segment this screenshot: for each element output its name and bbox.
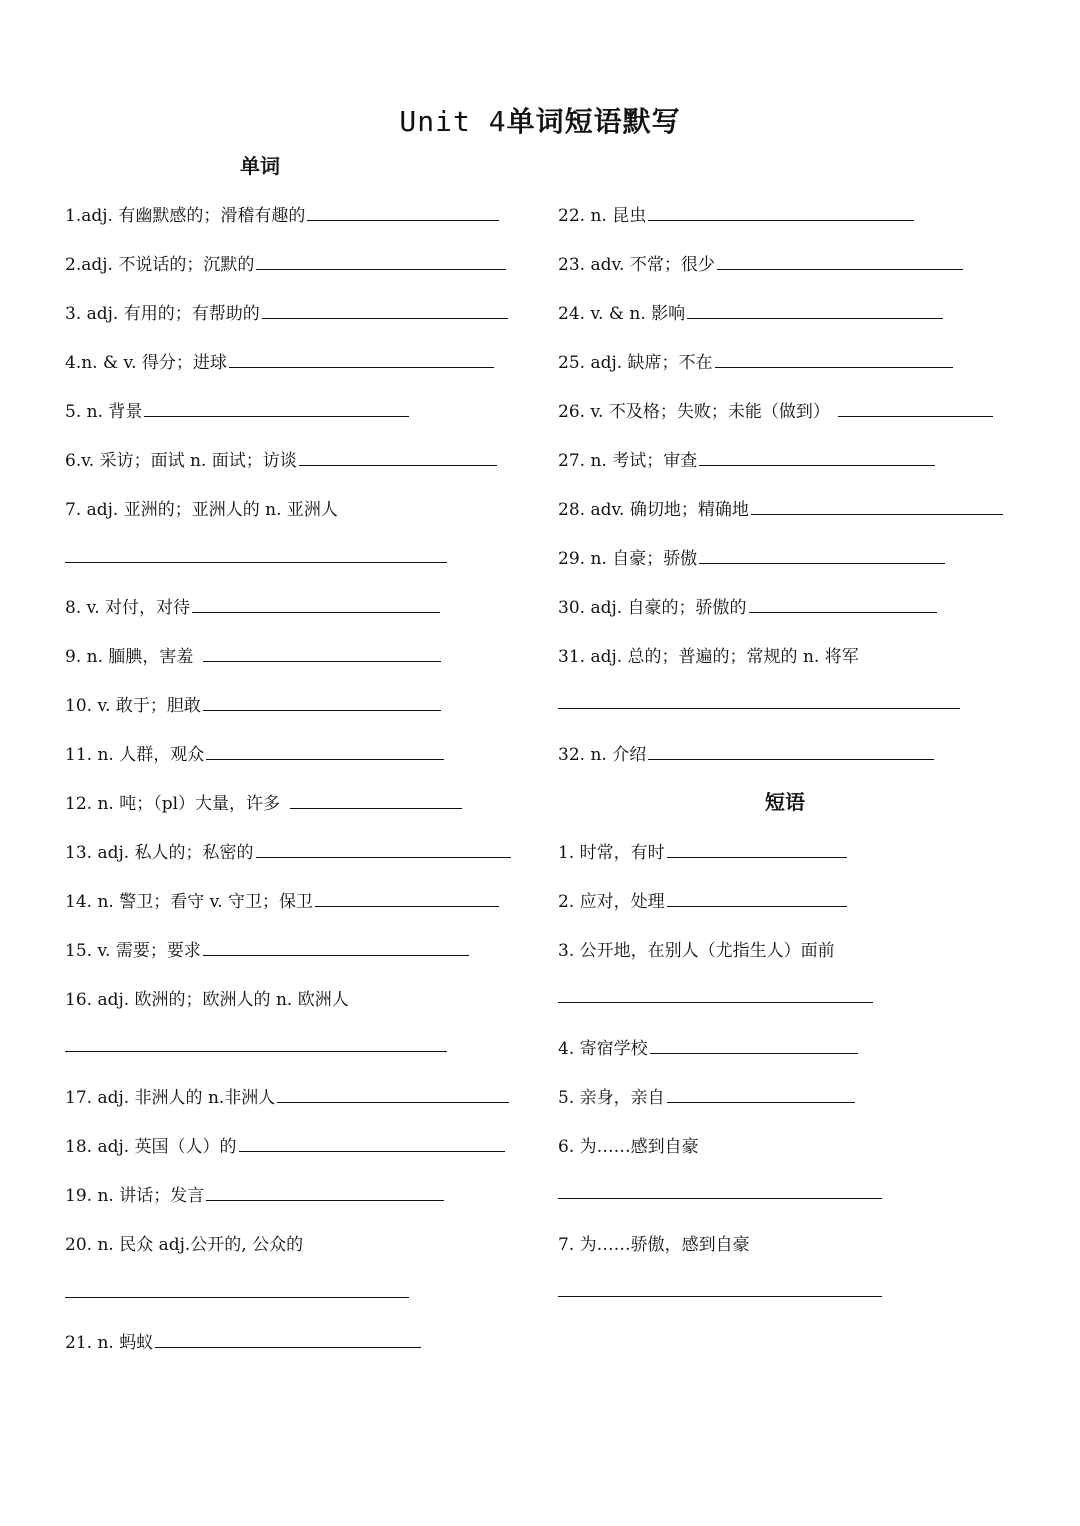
word-item-21	[65, 1323, 421, 1353]
answer-blank[interactable]	[206, 759, 444, 760]
answer-blank[interactable]	[749, 612, 937, 613]
word-prompt: 14. n. 警卫；看守 v. 守卫；保卫	[65, 892, 313, 912]
answer-blank[interactable]	[155, 1347, 421, 1348]
phrase-item-1	[558, 833, 847, 863]
answer-blank[interactable]	[687, 318, 943, 319]
phrase-item-7	[558, 1225, 750, 1255]
word-item-4	[65, 343, 494, 373]
word-prompt: 16. adj. 欧洲的；欧洲人的 n. 欧洲人	[65, 990, 349, 1010]
answer-blank[interactable]	[256, 269, 506, 270]
word-prompt: 9. n. 腼腆，害羞	[65, 647, 194, 667]
word-prompt: 1.adj. 有幽默感的；滑稽有趣的	[65, 206, 306, 226]
phrase-prompt: 5. 亲身，亲自	[558, 1088, 665, 1108]
answer-blank[interactable]	[229, 367, 494, 368]
word-item-20	[65, 1225, 303, 1255]
word-item-24	[558, 294, 943, 324]
answer-blank[interactable]	[648, 220, 914, 221]
answer-blank[interactable]	[206, 1200, 444, 1201]
answer-blank[interactable]	[239, 1151, 505, 1152]
word-prompt: 28. adv. 确切地；精确地	[558, 500, 749, 520]
word-item-28	[558, 490, 1003, 520]
word-item-16	[65, 980, 349, 1010]
section-phrases-heading: 短语	[765, 790, 805, 814]
word-prompt: 4.n. & v. 得分；进球	[65, 353, 227, 373]
answer-blank[interactable]	[667, 906, 847, 907]
word-item-9	[65, 637, 441, 667]
answer-blank-16[interactable]	[65, 1051, 447, 1052]
word-item-25	[558, 343, 953, 373]
phrase-prompt: 6. 为……感到自豪	[558, 1137, 699, 1157]
word-prompt: 22. n. 昆虫	[558, 206, 647, 226]
phrase-prompt: 4. 寄宿学校	[558, 1039, 648, 1059]
word-prompt: 31. adj. 总的；普遍的；常规的 n. 将军	[558, 647, 859, 667]
answer-blank[interactable]	[699, 465, 935, 466]
word-prompt: 12. n. 吨；（pl）大量，许多	[65, 794, 281, 814]
word-prompt: 15. v. 需要；要求	[65, 941, 201, 961]
word-prompt: 18. adj. 英国（人）的	[65, 1137, 237, 1157]
word-prompt: 8. v. 对付，对待	[65, 598, 191, 618]
word-item-27	[558, 441, 935, 471]
answer-blank[interactable]	[277, 1102, 509, 1103]
answer-blank[interactable]	[699, 563, 945, 564]
answer-blank[interactable]	[307, 220, 499, 221]
answer-blank-p3[interactable]	[558, 1002, 873, 1003]
word-item-18	[65, 1127, 505, 1157]
word-item-1	[65, 196, 499, 226]
word-item-10	[65, 686, 441, 716]
phrase-item-3	[558, 931, 835, 961]
word-item-13	[65, 833, 511, 863]
word-prompt: 11. n. 人群，观众	[65, 745, 205, 765]
word-prompt: 13. adj. 私人的；私密的	[65, 843, 254, 863]
word-prompt: 32. n. 介绍	[558, 745, 647, 765]
word-item-26	[558, 392, 993, 422]
answer-blank[interactable]	[192, 612, 440, 613]
answer-blank[interactable]	[299, 465, 497, 466]
answer-blank[interactable]	[315, 906, 499, 907]
phrase-prompt: 2. 应对，处理	[558, 892, 665, 912]
word-item-29	[558, 539, 945, 569]
section-words-heading: 单词	[240, 154, 280, 178]
answer-blank[interactable]	[667, 1102, 855, 1103]
answer-blank-20[interactable]	[65, 1297, 409, 1298]
word-prompt: 29. n. 自豪；骄傲	[558, 549, 698, 569]
answer-blank-7[interactable]	[65, 562, 447, 563]
phrase-item-4	[558, 1029, 858, 1059]
word-prompt: 30. adj. 自豪的；骄傲的	[558, 598, 747, 618]
answer-blank[interactable]	[838, 416, 993, 417]
phrase-item-2	[558, 882, 847, 912]
answer-blank-p6[interactable]	[558, 1198, 882, 1199]
phrase-prompt: 7. 为……骄傲，感到自豪	[558, 1235, 750, 1255]
answer-blank[interactable]	[717, 269, 963, 270]
word-item-31	[558, 637, 859, 667]
word-prompt: 23. adv. 不常；很少	[558, 255, 715, 275]
phrase-prompt: 3. 公开地，在别人（尤指生人）面前	[558, 941, 835, 961]
word-prompt: 5. n. 背景	[65, 402, 143, 422]
answer-blank[interactable]	[667, 857, 847, 858]
word-prompt: 6.v. 采访；面试 n. 面试；访谈	[65, 451, 297, 471]
phrase-item-6	[558, 1127, 699, 1157]
phrase-prompt: 1. 时常，有时	[558, 843, 665, 863]
answer-blank[interactable]	[256, 857, 511, 858]
answer-blank[interactable]	[262, 318, 508, 319]
phrase-item-5	[558, 1078, 855, 1108]
word-prompt: 26. v. 不及格；失败；未能（做到）	[558, 402, 830, 422]
word-item-23	[558, 245, 963, 275]
word-item-2	[65, 245, 506, 275]
word-prompt: 19. n. 讲话；发言	[65, 1186, 205, 1206]
word-item-30	[558, 588, 937, 618]
word-prompt: 27. n. 考试；审查	[558, 451, 698, 471]
word-item-3	[65, 294, 508, 324]
word-item-5	[65, 392, 409, 422]
word-item-6	[65, 441, 497, 471]
answer-blank[interactable]	[203, 955, 469, 956]
word-prompt: 3. adj. 有用的；有帮助的	[65, 304, 260, 324]
answer-blank[interactable]	[144, 416, 409, 417]
word-item-22	[558, 196, 914, 226]
word-item-19	[65, 1176, 444, 1206]
word-prompt: 17. adj. 非洲人的 n.非洲人	[65, 1088, 276, 1108]
word-prompt: 25. adj. 缺席；不在	[558, 353, 713, 373]
word-item-11	[65, 735, 444, 765]
answer-blank[interactable]	[650, 1053, 858, 1054]
answer-blank[interactable]	[715, 367, 953, 368]
page-title	[0, 100, 1080, 140]
word-prompt: 24. v. & n. 影响	[558, 304, 686, 324]
answer-blank[interactable]	[290, 808, 462, 809]
answer-blank[interactable]	[648, 759, 934, 760]
word-prompt: 21. n. 蚂蚁	[65, 1333, 154, 1353]
answer-blank-p7[interactable]	[558, 1296, 882, 1297]
word-prompt: 10. v. 敢于；胆敢	[65, 696, 201, 716]
word-item-8	[65, 588, 440, 618]
answer-blank[interactable]	[203, 710, 441, 711]
word-prompt: 20. n. 民众 adj.公开的, 公众的	[65, 1235, 304, 1255]
title-unit: Unit 4	[399, 105, 507, 138]
word-prompt: 7. adj. 亚洲的；亚洲人的 n. 亚洲人	[65, 500, 338, 520]
word-item-12	[65, 784, 462, 814]
word-item-7	[65, 490, 338, 520]
title-rest: 单词短语默写	[506, 105, 681, 138]
word-item-15	[65, 931, 469, 961]
word-prompt: 2.adj. 不说话的；沉默的	[65, 255, 255, 275]
answer-blank-31[interactable]	[558, 708, 960, 709]
word-item-17	[65, 1078, 509, 1108]
word-item-14	[65, 882, 499, 912]
answer-blank[interactable]	[203, 661, 441, 662]
answer-blank[interactable]	[751, 514, 1003, 515]
word-item-32	[558, 735, 934, 765]
